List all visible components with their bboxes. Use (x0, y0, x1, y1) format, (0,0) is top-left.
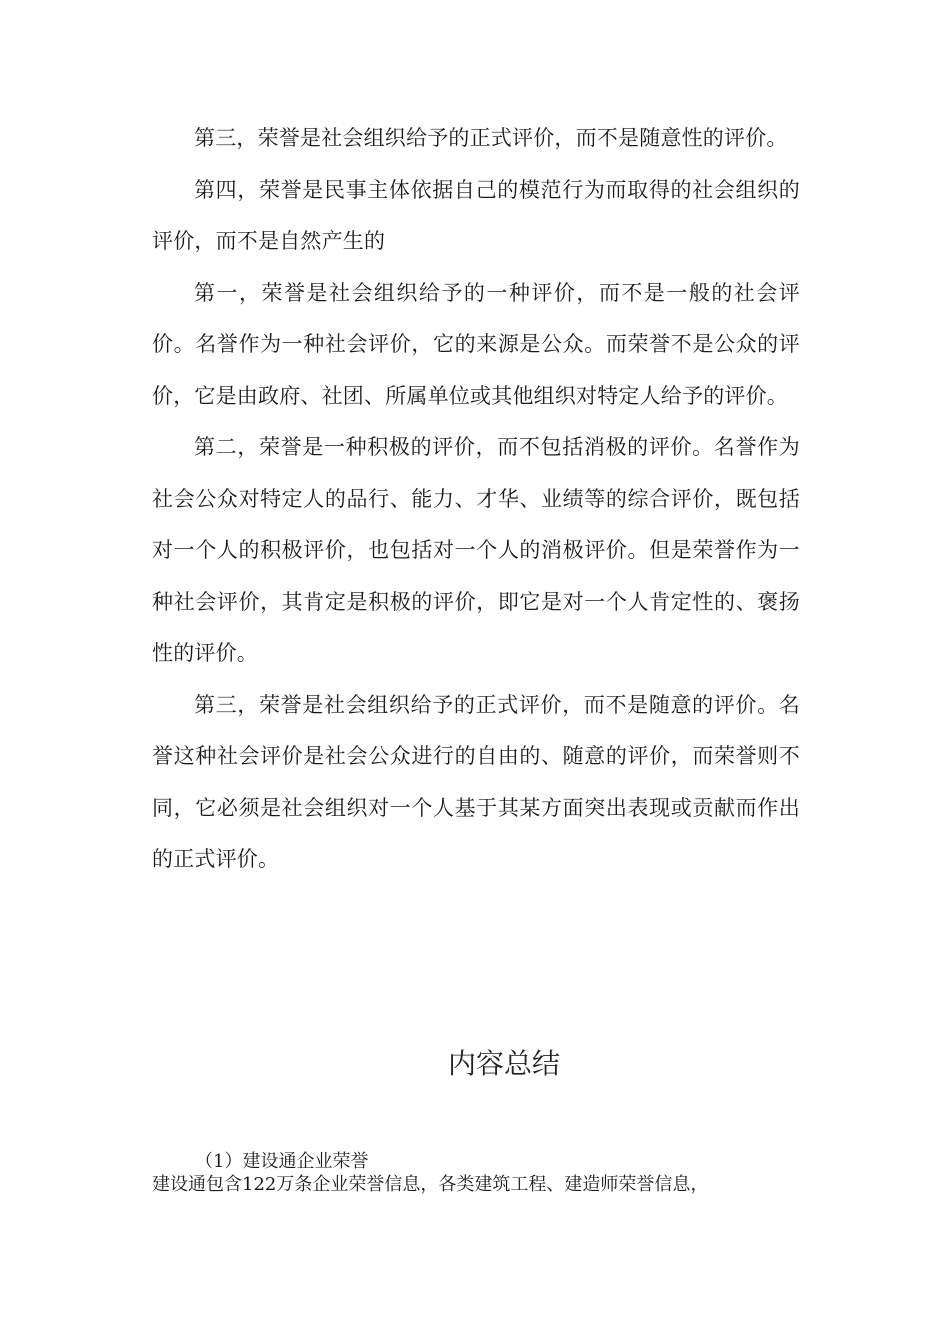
summary-heading: （1）建设通企业荣誉 (195, 1151, 369, 1172)
paragraph: 第一，荣誉是社会组织给予的一种评价，而不是一般的社会评价。名誉作为一种社会评价，它的来源是公众。而荣誉不是公众的评价，它是由政府、社团、所属单位或其他组织对特定人给予的评价。 (152, 280, 800, 408)
paragraph: 第三，荣誉是社会组织给予的正式评价，而不是随意性的评价。 (194, 126, 788, 150)
body-text (152, 113, 800, 886)
summary-text: 建设通包含122万条企业荣誉信息，各类建筑工程、建造师荣誉信息， (152, 1174, 709, 1195)
summary-title: 内容总结 (447, 1047, 560, 1080)
paragraph: 第三，荣誉是社会组织给予的正式评价，而不是随意的评价。名誉这种社会评价是社会公众进行的自由的、随意的评价，而荣誉则不同，它必须是社会组织对一个人基于其某方面突出表现或贡献而作出的正式评价。 (152, 692, 800, 871)
paragraph: 第四，荣誉是民事主体依据自己的模范行为而取得的社会组织的评价，而不是自然产生的 (152, 177, 800, 253)
paragraph: 第二，荣誉是一种积极的评价，而不包括消极的评价。名誉作为社会公众对特定人的品行、能力、才华、业绩等的综合评价，既包括对一个人的积极评价，也包括对一个人的消极评价。但是荣誉作为一种社会评价，其肯定是积极的评价，即它是对一个人肯定性的、褒扬性的评价。 (152, 435, 800, 665)
